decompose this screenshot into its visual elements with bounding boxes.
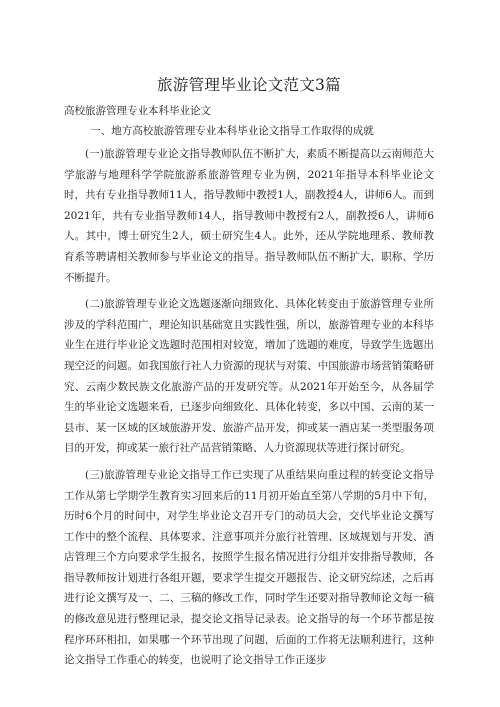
document-subtitle: 高校旅游管理专业本科毕业论文 xyxy=(64,105,211,117)
document-title: 旅游管理毕业论文范文3篇 xyxy=(157,76,341,94)
paragraph-1: (一)旅游管理专业论文指导教师队伍不断扩大，素质不断提高以云南师范大学旅游与地理科学学院旅游系旅游管理专业为例，2021年指导本科毕业论文时，共有专业指导教师11人，指导教师中教授1人，副教授4人，讲师6人。而到2021年，共有专业指导教师14人，指导教师中教授有2人，副教授6人，讲师6人。其中，博士研究生2人，硕士研究生4人。此外，还从学院地理系、教师教育系等聘请相关教师参与毕业论文的指导。指导教师队伍不断扩大，职称、学历不断提升。 xyxy=(64,148,434,284)
paragraph-2: (二)旅游管理专业论文选题逐渐向细致化、具体化转变由于旅游管理专业所涉及的学科范围广，理论知识基础宽且实践性强，所以，旅游管理专业的本科毕业生在进行毕业论文选题时范围相对较宽，增加了选题的难度，导致学生选题出现空泛的问题。如我国旅行社人力资源的现状与对策、中国旅游市场营销策略研究、云南少数民族文化旅游产品的开发研究等。从2021年开始至今，从各届学生的毕业论文选题来看，已逐步向细致化、具体化转变，多以中国、云南的某一县市、某一区域的区域旅游开发、旅游产品开发，抑或某一酒店某一类型服务项目的开发，抑或某一旅行社产品营销策略、人力资源现状等进行探讨研究。 xyxy=(64,298,434,455)
paragraph-3: (三)旅游管理专业论文指导工作已实现了从重结果向重过程的转变论文指导工作从第七学期学生教育实习回来后的11月初开始直至第八学期的5月中下旬，历时6个月的时间中，对学生毕业论文召开专门的动员大会，交代毕业论文撰写工作中的整个流程、具体要求、注意事项并分旅行社管理、区域规划与开发、酒店管理三个方向要求学生报名，按照学生报名情况进行分组并安排指导教师，各指导教师按计划进行各组开题，要求学生提交开题报告、论文研究综述，之后再进行论文撰写及一、二、三稿的修改工作，同时学生还要对指导教师论文每一稿的修改意见进行整理记录，提交论文指导记录表。论文指导的每一个环节都是按程序环环相扣，如果哪一个环节出现了问题，后面的工作将无法顺利进行，这种论文指导工作重心的转变，也说明了论文指导工作正逐步 xyxy=(64,468,434,667)
section-heading: 一、地方高校旅游管理专业本科毕业论文指导工作取得的成就 xyxy=(90,125,374,137)
